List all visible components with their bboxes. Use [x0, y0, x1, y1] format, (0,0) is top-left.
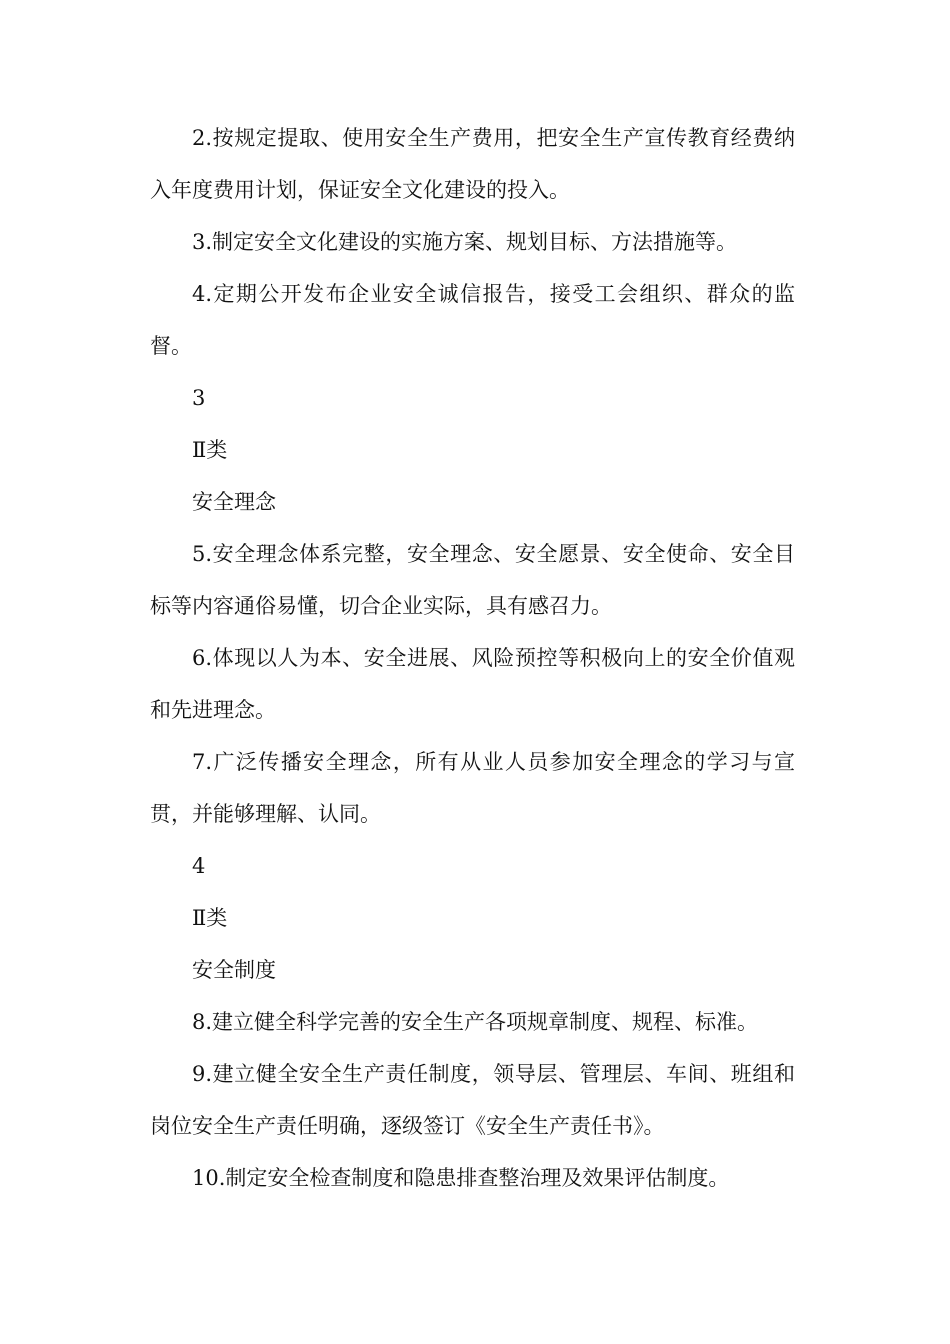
section-category: Ⅱ类 — [192, 438, 228, 462]
paragraph-item-10: 10.制定安全检查制度和隐患排查整治理及效果评估制度。 — [192, 1166, 730, 1190]
document-body — [150, 112, 795, 1204]
paragraph-item-5: 5.安全理念体系完整，安全理念、安全愿景、安全使命、安全目标等内容通俗易懂，切合企业实际，具有感召力。 — [150, 542, 795, 618]
section-heading-safety-system: 安全制度 — [192, 958, 276, 982]
paragraph-item-7: 7.广泛传播安全理念，所有从业人员参加安全理念的学习与宣贯，并能够理解、认同。 — [150, 750, 795, 826]
section-heading-safety-philosophy: 安全理念 — [192, 490, 276, 514]
paragraph-item-3: 3.制定安全文化建设的实施方案、规划目标、方法措施等。 — [192, 230, 738, 254]
paragraph-item-8: 8.建立健全科学完善的安全生产各项规章制度、规程、标准。 — [192, 1010, 759, 1034]
paragraph-item-6: 6.体现以人为本、安全进展、风险预控等积极向上的安全价值观和先进理念。 — [150, 646, 795, 722]
paragraph-item-2: 2.按规定提取、使用安全生产费用，把安全生产宣传教育经费纳入年度费用计划，保证安全文化建设的投入。 — [150, 126, 795, 202]
paragraph-item-9: 9.建立健全安全生产责任制度，领导层、管理层、车间、班组和岗位安全生产责任明确，逐级签订《安全生产责任书》。 — [150, 1062, 795, 1138]
section-number: 4 — [192, 854, 206, 878]
section-category: Ⅱ类 — [192, 906, 228, 930]
section-number: 3 — [192, 386, 206, 410]
paragraph-item-4: 4.定期公开发布企业安全诚信报告，接受工会组织、群众的监督。 — [150, 282, 795, 358]
